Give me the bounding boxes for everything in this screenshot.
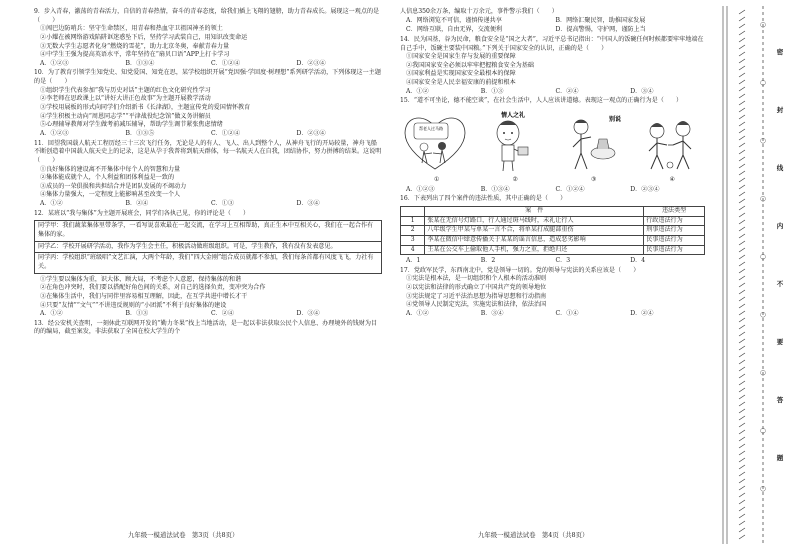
- hatch-mark: [739, 192, 745, 196]
- option-b: B．①③④: [480, 185, 510, 193]
- hatch-mark: [739, 290, 745, 294]
- cartoon-labels: [400, 176, 705, 185]
- table-cell: 3: [401, 235, 425, 245]
- hatch-mark: [739, 150, 745, 154]
- hatch-mark: [739, 178, 745, 182]
- statement-item: ④只要“友情”“文气”“不讲违反规则的“小团派”不利于良好集体的建设: [40, 301, 227, 309]
- hatch-mark: [739, 73, 745, 77]
- question-14: [400, 36, 705, 96]
- option-d: D．②③④: [296, 59, 326, 67]
- option-c: C．①②④: [555, 185, 585, 193]
- cartoon-label: ②: [512, 176, 518, 184]
- question-stem: 11．回望我国载人航天工程历经三十三次飞行任务，无论是人的有人、飞人、出人到整个人，从神舟飞行的开局较量，神舟飞船不断创造着中国载人航天史上的记录，这是从孕于我普将到航天群体，每一名航天人在自我，团结协作，努力拼搏的结果。这说明（ ）: [34, 139, 382, 164]
- table-row: [401, 216, 705, 226]
- question-9: [34, 8, 382, 68]
- option-c: C．网络互联，自由无界，交流便利: [406, 26, 503, 34]
- case-table: [400, 206, 705, 255]
- option-c: C．①②④: [211, 59, 241, 67]
- hatch-mark: [739, 143, 745, 147]
- table-cell: 1: [401, 216, 425, 226]
- seal-word: 不: [776, 280, 784, 288]
- seal-circle-icon: ◯: [760, 428, 766, 434]
- statement-item: ①宪法是根本法，是一切组织和个人根本的活动准则: [406, 275, 547, 283]
- table-row: [401, 245, 705, 255]
- question-stem: 12．某班以“我与集体”为主题开展班会，同学们各执己见，你的评论是（ ）: [34, 209, 250, 217]
- answer-options: [34, 60, 382, 69]
- statement-item: ③国家利益是实现国家安全最根本的保障: [406, 70, 516, 78]
- hatch-mark: [739, 416, 745, 420]
- table-cell: 4: [401, 245, 425, 255]
- table-cell: 民事违法行为: [644, 235, 705, 245]
- hatch-mark: [739, 87, 745, 91]
- cartoon-3-caption: 别说: [608, 116, 621, 124]
- statement-item: ④学生积极主动向“周恩同志学”“平津战役纪念馆”做义务讲解员: [40, 112, 211, 120]
- statement-item: ①学生要以集体为重，识大体、顾大局，不考虑个人意愿，保持集体的和谐: [40, 275, 242, 283]
- hatch-mark: [739, 353, 745, 357]
- option-a: A．①②③: [406, 185, 435, 193]
- hatch-marks: [739, 10, 745, 539]
- hatch-mark: [739, 164, 745, 168]
- table-cell: 2: [401, 226, 425, 236]
- question-stem: 13．经公安机关查明，一刻休此互联网开发的“勤力冬果”找上当地活动，是一起以非法获取公民个人信息、办理境外的钱财为目的的编局，截至案发，非法获取了全国在校大学生的个: [34, 319, 378, 336]
- hatch-mark: [739, 500, 745, 504]
- hatch-mark: [739, 514, 745, 518]
- table-cell: 李某在微信中肆意传播关于某某的谣言信息，造成恶劣影响: [425, 235, 644, 245]
- statement-item: ③学校用展板的形式向同学们介绍新书《长津湖》，主题宣传党的爱国情怀教育: [40, 104, 251, 112]
- option-d: D．③④: [630, 87, 654, 95]
- seal-word: 密: [776, 48, 784, 56]
- option-b: B．①③: [125, 310, 149, 318]
- seal-word: 封: [776, 106, 784, 114]
- seal-word: 题: [776, 454, 784, 462]
- hatch-mark: [739, 66, 745, 70]
- hatch-mark: [739, 234, 745, 238]
- statement-item: ②李老师在思政课上以“讲好大讲正色故事”为主题开展教学活动: [40, 95, 211, 103]
- option-a: A．①②: [40, 310, 63, 318]
- answer-options: [400, 17, 705, 26]
- statement-item: ⑤心理辅导教师对学生做考前减压辅导，帮助学生调节紧张焦虑情绪: [40, 121, 223, 129]
- seal-word: 要: [776, 338, 784, 346]
- hatch-mark: [739, 45, 745, 49]
- statement-item: ④集体力量强大，一定程度上能影响甚至改变一个人: [40, 191, 181, 199]
- hatch-mark: [739, 248, 745, 252]
- cartoon-label: ④: [669, 176, 675, 184]
- question-13-continued: [400, 8, 705, 35]
- hatch-mark: [739, 437, 745, 441]
- hatch-mark: [739, 220, 745, 224]
- hatch-mark: [739, 213, 745, 217]
- option-d: D．③④: [296, 200, 320, 208]
- hatch-mark: [739, 122, 745, 126]
- option-d: D．②④: [630, 310, 654, 318]
- hatch-mark: [739, 136, 745, 140]
- option-a: A．1: [406, 257, 421, 265]
- question-12: [34, 210, 382, 319]
- right-column: [400, 8, 705, 320]
- option-c: C．①④: [555, 310, 579, 318]
- statement-item: ①国家安全是国家生存与发展的重要保障: [406, 53, 516, 61]
- question-16: [400, 195, 705, 265]
- answer-options: [34, 310, 382, 319]
- hatch-mark: [739, 458, 745, 462]
- question-stem: 10．为了教育引领学生知党史、知党爱国、知党在思，某学校组织开展“党因强·学回度·树理想”系列研学活动，下列体现这一主题的是（ ）: [34, 69, 381, 86]
- hatch-mark: [739, 339, 745, 343]
- hatch-mark: [739, 367, 745, 371]
- answer-options: [34, 200, 382, 209]
- option-c: C．②④: [211, 310, 234, 318]
- hatch-mark: [739, 115, 745, 119]
- seal-word: 答: [776, 396, 784, 404]
- statement-item: ②以宪法和法律的形式确立了中国共产党的领导地位: [406, 284, 547, 292]
- statement-item: ④党领导人民制定宪法，实施宪法和法律，依法治国: [406, 301, 547, 309]
- hatch-mark: [739, 311, 745, 315]
- option-b: B．②④: [125, 200, 149, 208]
- cartoon-label: ①: [434, 176, 440, 184]
- hatch-mark: [739, 101, 745, 105]
- question-17: [400, 267, 705, 319]
- table-cell: 民事违法行为: [644, 245, 705, 255]
- hatch-mark: [739, 451, 745, 455]
- hatch-mark: [739, 17, 745, 21]
- question-stem: 9．步入青春，激荡的青春活力，自信的青春热情，奋斗的青春态度，给我们插上飞翔的翅膀，助力青春成长。展现这一观点的是（ ）: [34, 8, 380, 24]
- cartoon-1-caption: 帮老人过马路: [419, 126, 443, 132]
- seal-circle-icon: ◯: [760, 196, 766, 202]
- statement-item: ②我国国家安全必须以牢牢把握粮食安全为基础: [406, 61, 534, 69]
- cartoon-helping-elderly: [400, 109, 470, 175]
- statement-item: ③宪法规定了习近平法治思想为指导思想和行动指南: [406, 292, 547, 300]
- seal-circle-icon: ◯: [760, 80, 766, 86]
- hatch-mark: [739, 262, 745, 266]
- statement-item: ①良好集体的建设离不开集体中每个人的智慧和力量: [40, 165, 181, 173]
- statement-item: ②小耀在被网络游戏陷阱诓迷惑坠下后，坚持学习武装自己，用知识改变命运: [40, 33, 248, 41]
- student-dialog-box: [34, 220, 382, 273]
- table-header: [401, 206, 425, 216]
- answer-options: [400, 257, 705, 266]
- hatch-mark: [739, 24, 745, 28]
- hatch-mark: [739, 108, 745, 112]
- question-stem: 人信息350余万条，编取十万余元，事件警示我们（ ）: [400, 8, 558, 15]
- hatch-mark: [739, 52, 745, 56]
- hatch-mark: [739, 283, 745, 287]
- hatch-mark: [739, 395, 745, 399]
- option-a: A．①②: [406, 87, 429, 95]
- cartoon-label: ③: [591, 176, 597, 184]
- hatch-mark: [739, 528, 745, 532]
- dialog-row: 同学乙：学校开展研学活动，我作为学生会主任，积极活动做班级组织。可是，学生教作，我有没有发表意见。: [35, 242, 381, 254]
- statement-item: ④中学生王强为提高英语水平，常年坚持在“扇贝口语”APP上打卡学习: [40, 51, 230, 59]
- hatch-mark: [739, 360, 745, 364]
- option-b: B．①③: [480, 87, 504, 95]
- option-a: A．①②③: [40, 129, 69, 137]
- table-header-row: [401, 206, 705, 216]
- table-cell: 行政违法行为: [644, 216, 705, 226]
- answer-options: [34, 130, 382, 139]
- table-header: 违法类型: [644, 206, 705, 216]
- hatch-mark: [739, 332, 745, 336]
- question-10: [34, 69, 382, 138]
- option-b: B．①③⑤: [125, 129, 155, 137]
- seal-word: 线: [776, 164, 784, 172]
- cartoon-persuasion: [557, 109, 627, 175]
- option-d: D．③④: [296, 310, 320, 318]
- question-stem: 15．“道不可坐论，德不能空谈”，在社会生活中，人人应该讲道德。表现这一观点的正确行为是（ ）: [400, 97, 683, 105]
- hatch-mark: [739, 493, 745, 497]
- statement-item: ④国家安全是人民幸福安康的前提和根本: [406, 79, 516, 87]
- dialog-row: 同学甲：我们蔬菜集体里带条学，一看写说喜欢最在一起交流，在学习上互相帮助，真正生本中互相关心，我们在一起合作有集体的家。: [35, 221, 381, 241]
- binding-strip: [715, 0, 794, 550]
- hatch-mark: [739, 199, 745, 203]
- answer-options: [400, 88, 705, 97]
- hatch-mark: [739, 381, 745, 385]
- dialog-row: 同学丙：学校组织“班级唱”文艺汇演，大两个年龄，我们“四大金刚”组合成员就都不参加，我们每条首都有风度飞飞，力社有关。: [38, 254, 374, 270]
- seal-circle-icon: ◯: [760, 486, 766, 492]
- answer-options: [400, 310, 705, 319]
- table-header: 案 件: [425, 206, 644, 216]
- option-b: B．③④: [480, 310, 504, 318]
- hatch-mark: [739, 185, 745, 189]
- hatch-mark: [739, 486, 745, 490]
- table-cell: 八年级学生甲某与单某一言不合，将单某打成腿部重伤: [425, 226, 644, 236]
- question-11: [34, 140, 382, 209]
- seal-circle-icon: ◯: [760, 254, 766, 260]
- hatch-mark: [739, 31, 745, 35]
- hatch-mark: [739, 465, 745, 469]
- option-a: A．①②: [406, 310, 429, 318]
- statement-item: ①闯巴边防哨兵：坚守生命禁区，用青春和热血守卫祖国神圣的领土: [40, 25, 223, 33]
- option-a: A．①②③: [40, 59, 69, 67]
- hatch-mark: [739, 80, 745, 84]
- statement-item: ③在集体生活中，我们与同伴里容易相互理解，因此，在互学共进中增长才干: [40, 292, 248, 300]
- option-b: B．2: [480, 257, 496, 265]
- option-c: C．①③: [211, 200, 234, 208]
- hatch-mark: [739, 304, 745, 308]
- seal-circle-icon: ◯: [760, 370, 766, 376]
- answer-options: [400, 26, 705, 35]
- hatch-mark: [739, 402, 745, 406]
- hatch-mark: [739, 10, 745, 14]
- hatch-mark: [739, 388, 745, 392]
- hatch-mark: [739, 129, 745, 133]
- hatch-mark: [739, 346, 745, 350]
- question-stem: 14．民为国基，谷为民命，粮食安全是“国之大者”，习近平总书记指出：“中国人的饭碗任何时候都要牢牢地端在自己手中，饭碗主要装中国粮。”下列关于国家安全的认识，正确的是（ ）: [400, 35, 704, 52]
- statement-item: ③无数大学生志愿者化身“燃烧的雪花”，助力北京冬奥，奉献青春力量: [40, 42, 230, 50]
- hatch-mark: [739, 227, 745, 231]
- option-d: D．提高警惕，守护网，谨防上当: [555, 26, 646, 34]
- table-row: [401, 235, 705, 245]
- option-c: C．①②④: [211, 129, 241, 137]
- cartoon-gift: [478, 109, 548, 175]
- hatch-mark: [739, 479, 745, 483]
- hatch-mark: [739, 59, 745, 63]
- hatch-mark: [739, 171, 745, 175]
- hatch-mark: [739, 269, 745, 273]
- seal-circle-icon: ◯: [760, 22, 766, 28]
- question-stem: 16．下表列出了四个案件的违法性质，其中正确的是（ ）: [400, 195, 567, 203]
- option-d: D．②③④: [630, 185, 660, 193]
- left-column: [34, 8, 382, 338]
- hatch-mark: [739, 409, 745, 413]
- hatch-mark: [739, 241, 745, 245]
- question-stem: 17．党政军民学，东西南北中，党是领导一切的。党的领导与宪法的关系应该是（ ）: [400, 266, 640, 274]
- hatch-mark: [739, 430, 745, 434]
- option-d: D．②③④: [296, 129, 326, 137]
- hatch-mark: [739, 206, 745, 210]
- hatch-mark: [739, 255, 745, 259]
- hatch-mark: [739, 297, 745, 301]
- hatch-mark: [739, 318, 745, 322]
- statement-item: ③成员的一荣俱损和共担结合并是团队发展的不竭动力: [40, 182, 187, 190]
- hatch-mark: [739, 38, 745, 42]
- page-footer-right: 九年级一模道法试卷 第4页（共8页）: [478, 531, 589, 539]
- hatch-mark: [739, 94, 745, 98]
- option-a: A．①②: [40, 200, 63, 208]
- statement-item: ②在角色冲突时，我们要以搭配好角色间的关系，对自己的选择负责，变冲突为合作: [40, 284, 266, 292]
- hatch-mark: [739, 157, 745, 161]
- hatch-mark: [739, 325, 745, 329]
- table-cell: 王某在公交车上偷取他人手机，强力之重，拒绝归还: [425, 245, 644, 255]
- seal-circle-icon: ◯: [760, 312, 766, 318]
- cartoon-public-behaviour: [635, 109, 705, 175]
- statement-item: ②集体能成就个人，个人利益和团体利益是一致的: [40, 174, 175, 182]
- hatch-mark: [739, 472, 745, 476]
- table-row: [401, 226, 705, 236]
- option-b: B．网络汇聚民智，助推国家发展: [555, 16, 646, 24]
- table-cell: 张某在无信号灯路口，行人通过斑马线时，未礼让行人: [425, 216, 644, 226]
- question-13: [34, 320, 382, 337]
- option-b: B．①③④: [125, 59, 155, 67]
- hatch-mark: [739, 521, 745, 525]
- statement-item: ①组织学生代表参加“我与历史对话”主题的红色文化研究性学习: [40, 86, 211, 94]
- hatch-mark: [739, 535, 745, 539]
- cartoon-2-title: 情人之礼: [501, 112, 526, 120]
- option-c: C．3: [555, 257, 571, 265]
- table-cell: 刑事违法行为: [644, 226, 705, 236]
- hatch-mark: [739, 423, 745, 427]
- cartoon-strip: [400, 109, 705, 175]
- option-a: A．网络浏览不可信，谨慎传递共享: [406, 16, 502, 24]
- answer-options: [400, 186, 705, 195]
- seal-word: 内: [776, 222, 784, 230]
- hatch-mark: [739, 444, 745, 448]
- page-footer-left: 九年级一模道法试卷 第3页（共8页）: [128, 531, 239, 539]
- hatch-mark: [739, 374, 745, 378]
- hatch-mark: [739, 507, 745, 511]
- option-d: D．4: [630, 257, 646, 265]
- question-15: [400, 97, 705, 194]
- option-c: C．②④: [555, 87, 579, 95]
- seal-circle-icon: ◯: [760, 138, 766, 144]
- hatch-mark: [739, 276, 745, 280]
